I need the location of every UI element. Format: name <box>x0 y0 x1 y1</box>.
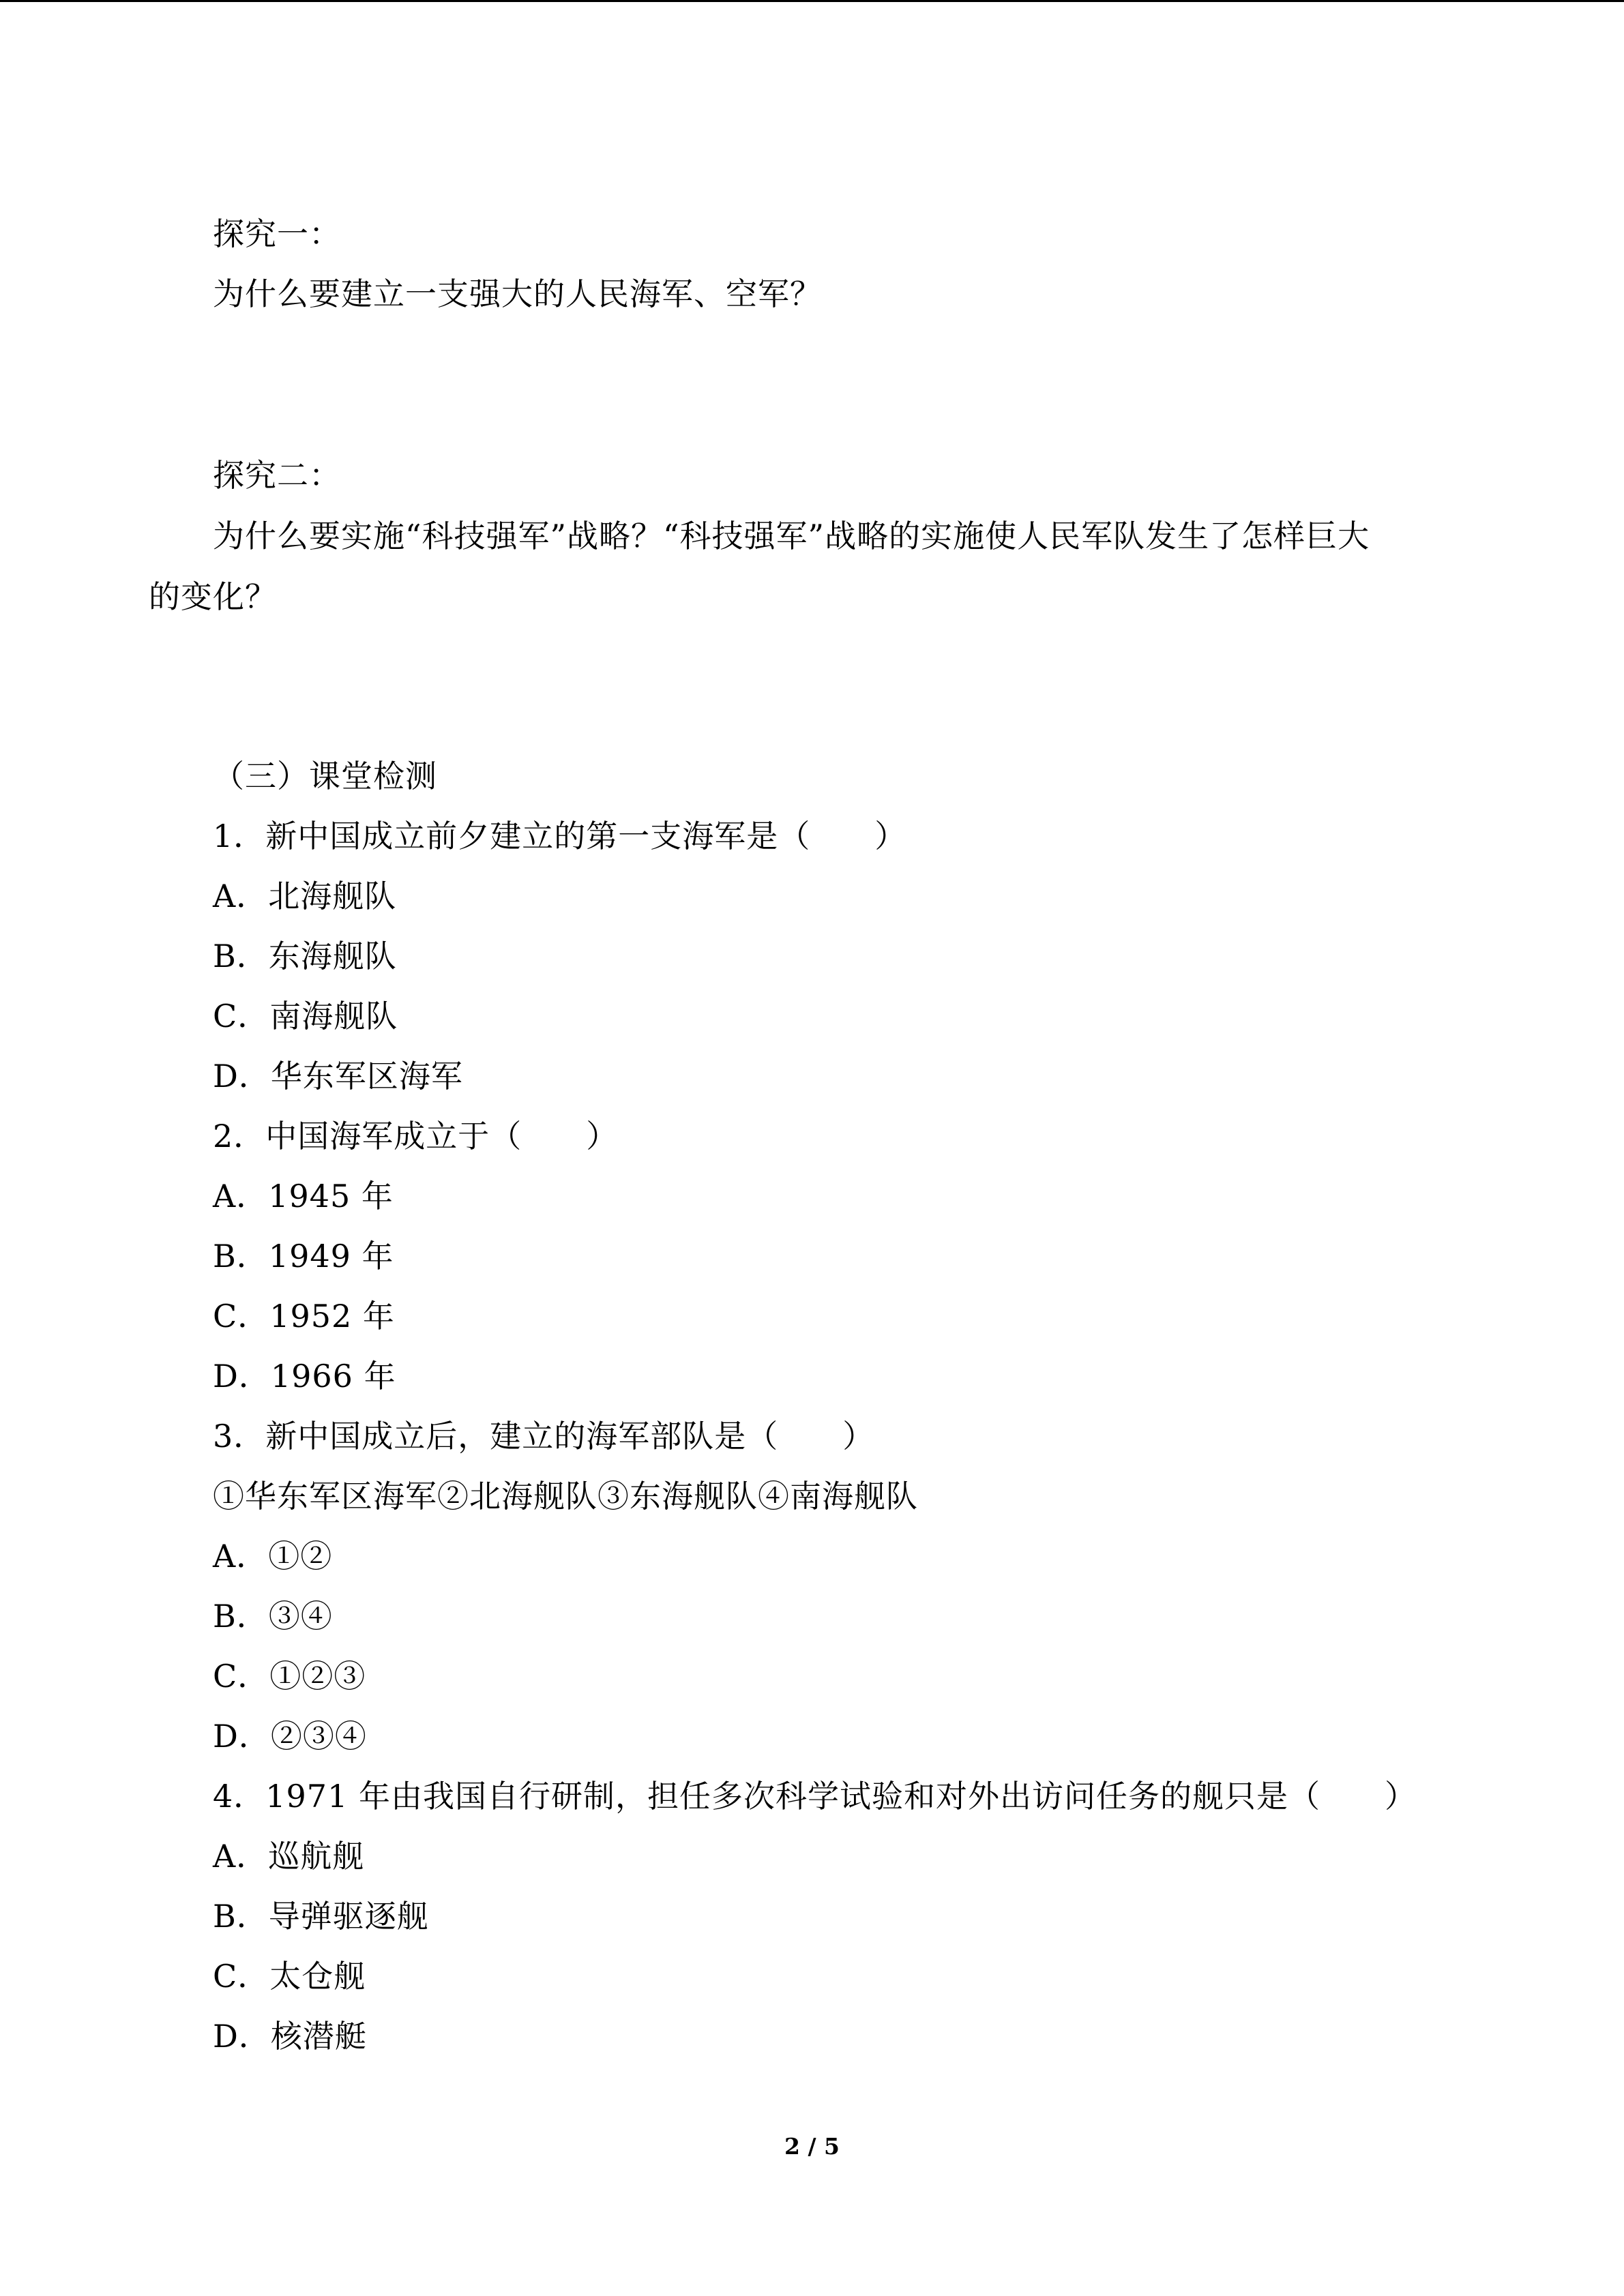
question-3-note: ①华东军区海军②北海舰队③东海舰队④南海舰队 <box>213 1478 918 1515</box>
explore-two-title: 探究二： <box>213 457 341 494</box>
question-2-option-d: D．1966 年 <box>213 1358 396 1395</box>
question-2-option-a: A．1945 年 <box>213 1178 394 1214</box>
question-3-option-c: C．①②③ <box>213 1658 366 1695</box>
question-2-stem: 2．中国海军成立于（ ） <box>213 1118 619 1154</box>
question-1-option-c: C．南海舰队 <box>213 998 398 1034</box>
question-3-option-a: A．①② <box>213 1538 333 1575</box>
question-2-option-c: C．1952 年 <box>213 1298 395 1335</box>
question-4-option-d: D．核潜艇 <box>213 2018 367 2055</box>
question-4-option-b: B．导弹驱逐舰 <box>213 1898 429 1935</box>
question-2-option-b: B．1949 年 <box>213 1238 394 1274</box>
explore-two-question-line1: 为什么要实施“科技强军”战略？“科技强军”战略的实施使人民军队发生了怎样巨大 <box>213 518 1370 554</box>
explore-two-question-line2: 的变化？ <box>149 578 277 615</box>
page-number: 2 / 5 <box>784 2133 840 2160</box>
question-1-option-b: B．东海舰队 <box>213 938 397 974</box>
question-1-stem: 1．新中国成立前夕建立的第一支海军是（ ） <box>213 818 907 854</box>
quiz-section-title: （三）课堂检测 <box>213 758 437 794</box>
explore-one-title: 探究一： <box>213 215 341 252</box>
question-4-stem: 4．1971 年由我国自行研制，担任多次科学试验和对外出访问任务的舰只是（ ） <box>213 1778 1417 1815</box>
page-top-border <box>0 0 1624 2</box>
question-3-option-d: D．②③④ <box>213 1718 367 1755</box>
question-3-option-b: B．③④ <box>213 1598 333 1635</box>
question-4-option-a: A．巡航舰 <box>213 1838 365 1875</box>
question-1-option-a: A．北海舰队 <box>213 878 397 914</box>
explore-one-question: 为什么要建立一支强大的人民海军、空军？ <box>213 275 822 312</box>
question-4-option-c: C．太仓舰 <box>213 1958 366 1995</box>
question-1-option-d: D．华东军区海军 <box>213 1058 463 1094</box>
question-3-stem: 3．新中国成立后，建立的海军部队是（ ） <box>213 1418 875 1455</box>
